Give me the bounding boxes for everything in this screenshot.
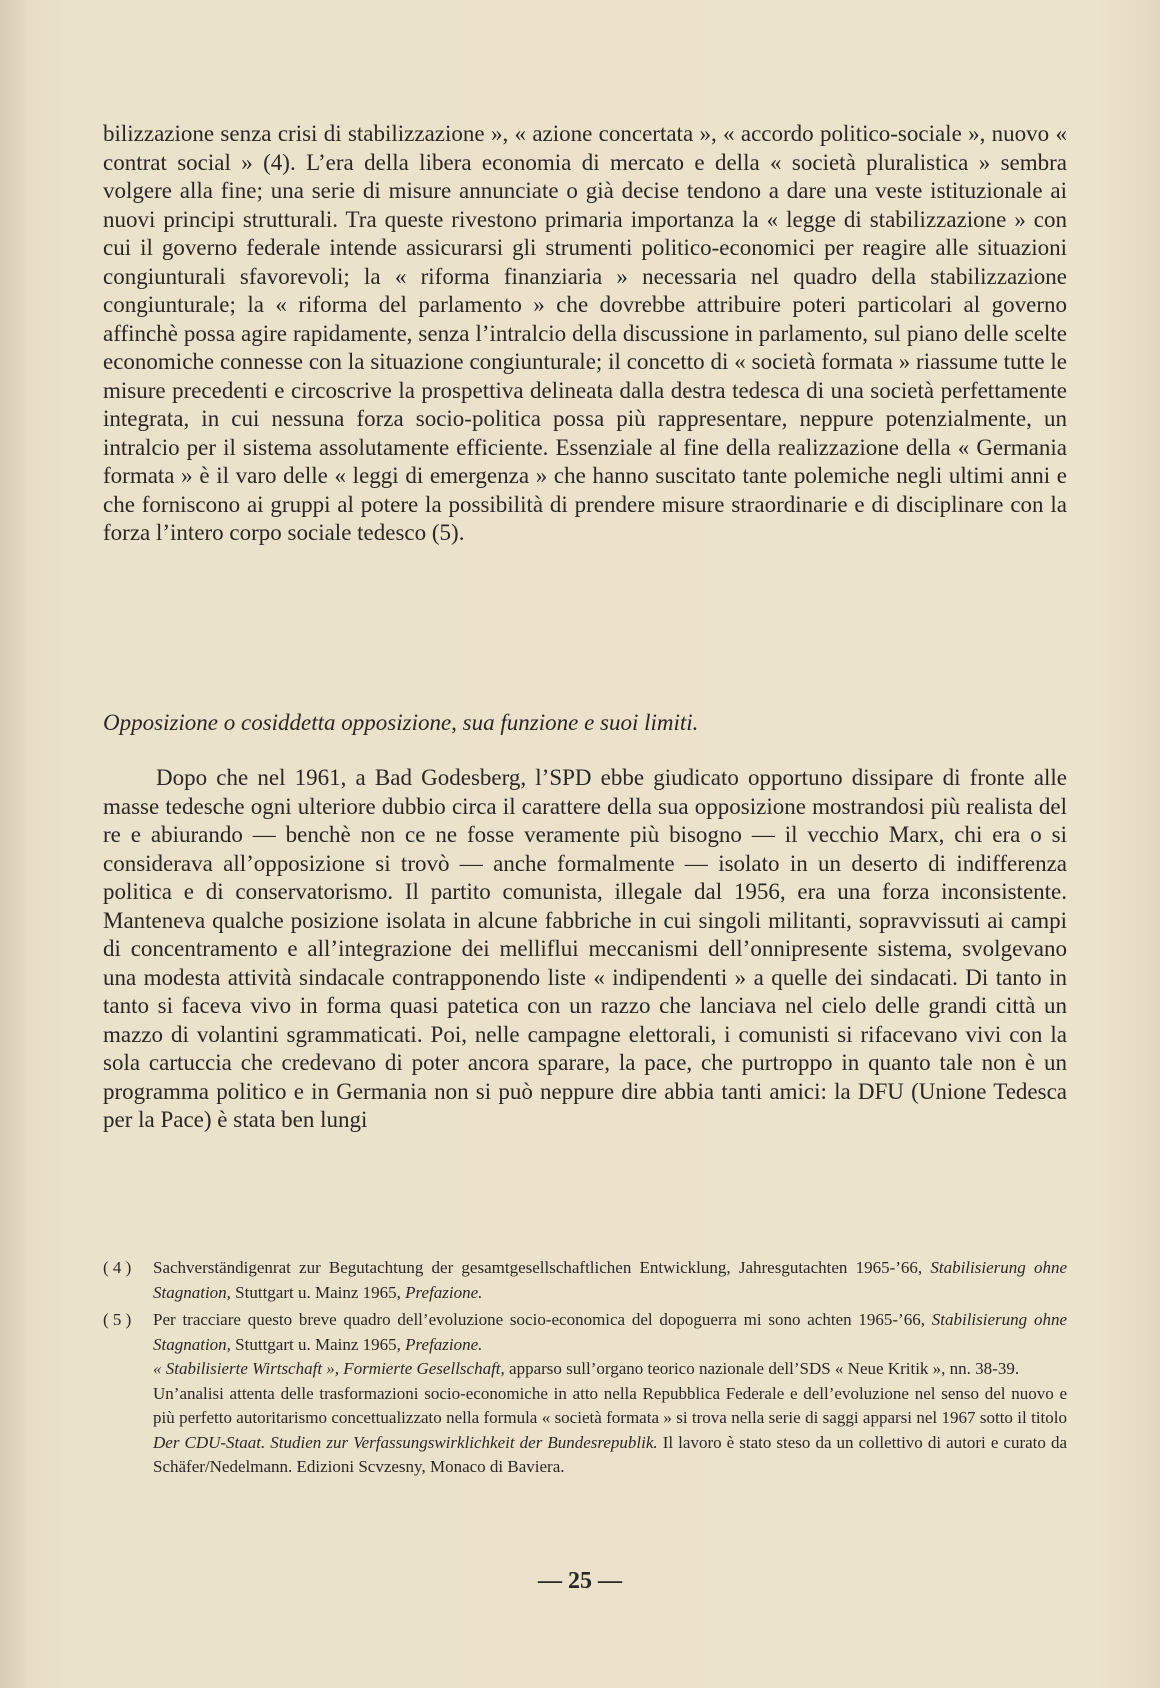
body-paragraph-2-container: [103, 764, 1067, 1135]
footnote-italic-ref: Prefazione.: [405, 1282, 483, 1302]
footnote-number: ( 4 ): [103, 1258, 132, 1277]
page-number: — 25 —: [538, 1568, 622, 1594]
footnote-body: [153, 1256, 1067, 1305]
footnotes: [103, 1256, 1067, 1483]
footnote-line-3: [153, 1382, 1067, 1480]
footnote-line-2: [153, 1357, 1067, 1382]
footnote-italic-title: Stabilisierung ohne Stagnation,: [153, 1310, 1067, 1354]
section-heading: Opposizione o cosiddetta opposizione, sua funzione e suoi limiti.: [103, 710, 699, 735]
footnote-5: [103, 1308, 1067, 1480]
body-paragraph-1: bilizzazione senza crisi di stabilizzazione », « azione concertata », « accordo politico-sociale », nuovo « contrat social » (4). L’era della libera economia di mercato e della « società pluralistica » sembra volgere alla fine; una serie di misure annunciate o già decise tendono a dare una veste istituzionale ai nuovi principi strutturali. Tra queste rivestono primaria importanza la « legge di stabilizzazione » con cui il governo federale intende assicurarsi gli strumenti politico-economici per reagire alle situazioni congiunturali sfavorevoli; la « riforma finanziaria » necessaria nel quadro della stabilizzazione congiunturale; la « riforma del parlamento » che dovrebbe attribuire poteri particolari al governo affinchè possa agire rapidamente, senza l’intralcio della discussione in parlamento, sul piano delle scelte economiche connesse con la situazione congiunturale; il concetto di « società formata » riassume tutte le misure precedenti e circoscrive la prospettiva delineata dalla destra tedesca di una società perfettamente integrata, in cui nessuna forza socio-politica possa più rappresentare, neppure potenzialmente, un intralcio per il sistema assolutamente efficiente. Essenziale al fine della realizzazione della « Germania formata » è il varo delle « leggi di emergenza » che hanno suscitato tante polemiche negli ultimi anni e che forniscono ai gruppi al potere la possibilità di prendere misure straordinarie e di disciplinare con la forza l’intero corpo sociale tedesco (5).: [103, 121, 1067, 545]
footnote-italic-ref: Prefazione.: [405, 1334, 483, 1354]
footnote-text-part: Stuttgart u. Mainz 1965,: [230, 1282, 406, 1302]
footnote-text-part: Un’analisi attenta delle trasformazioni socio-economiche in atto nella Repubblica Federale e dell’evoluzione nel senso del nuovo e più perfetto autoritarismo concettualizzato nella formula « società formata » si trova nella serie di saggi apparsi nel 1967 sotto il titolo: [153, 1383, 1067, 1427]
body-paragraph-1-container: [103, 120, 1067, 548]
footnote-italic-title: « Stabilisierte Wirtschaft », Formierte Gesellschaft,: [153, 1359, 505, 1378]
footnote-text-part: Per tracciare questo breve quadro dell’evoluzione socio-economica del dopoguerra mi sono achten 1965-’66,: [153, 1310, 932, 1329]
footnote-text-part: Stuttgart u. Mainz 1965,: [230, 1334, 406, 1354]
footnote-4: [103, 1256, 1067, 1305]
footnote-italic-title: Stabilisierung ohne Stagnation,: [153, 1258, 1067, 1302]
footnote-text-part: Sachverständigenrat zur Begutachtung der gesamtgesellschaftlichen Entwicklung, Jahresgutachten 1965-’66,: [153, 1258, 931, 1277]
footnote-italic-title: Der CDU-Staat. Studien zur Verfassungswirklichkeit der Bundesrepublik.: [153, 1432, 658, 1452]
footnote-body: [153, 1308, 1067, 1480]
footnote-text-part: apparso sull’organo teorico nazionale dell’SDS « Neue Kritik », nn. 38-39.: [504, 1359, 1020, 1378]
footnote-line-1: [153, 1308, 1067, 1357]
footnote-text-part: Il lavoro è stato steso da un collettivo di autori e curato da Schäfer/Nedelmann. Edizioni Scvzesny, Monaco di Baviera.: [153, 1432, 1068, 1476]
footnote-text: [153, 1256, 1067, 1305]
footnote-number: ( 5 ): [103, 1310, 132, 1329]
body-paragraph-2: Dopo che nel 1961, a Bad Godesberg, l’SPD ebbe giudicato opportuno dissipare di fronte alle masse tedesche ogni ulteriore dubbio circa il carattere della sua opposizione mostrandosi più realista del re e abiurando — benchè non ce ne fosse veramente più bisogno — il vecchio Marx, chi era o si considerava all’opposizione si trovò — anche formalmente — isolato in un deserto di indifferenza politica e di conservatorismo. Il partito comunista, illegale dal 1956, era una forza inconsistente. Manteneva qualche posizione isolata in alcune fabbriche in cui singoli militanti, sopravvissuti ai campi di concentramento e all’integrazione dei melliflui meccanismi dell’onnipresente sistema, svolgevano una modesta attività sindacale contrapponendo liste « indipendenti » a quelle dei sindacati. Di tanto in tanto si faceva vivo in forma quasi patetica con un razzo che lanciava nel cielo delle grandi città un mazzo di volantini sgrammaticati. Poi, nelle campagne elettorali, i comunisti si rifacevano vivi con la sola cartuccia che credevano di poter ancora sparare, la pace, che purtroppo in quanto tale non è un programma politico e in Germania non si può neppure dire abbia tanti amici: la DFU (Unione Tedesca per la Pace) è stata ben lungi: [103, 765, 1067, 1132]
